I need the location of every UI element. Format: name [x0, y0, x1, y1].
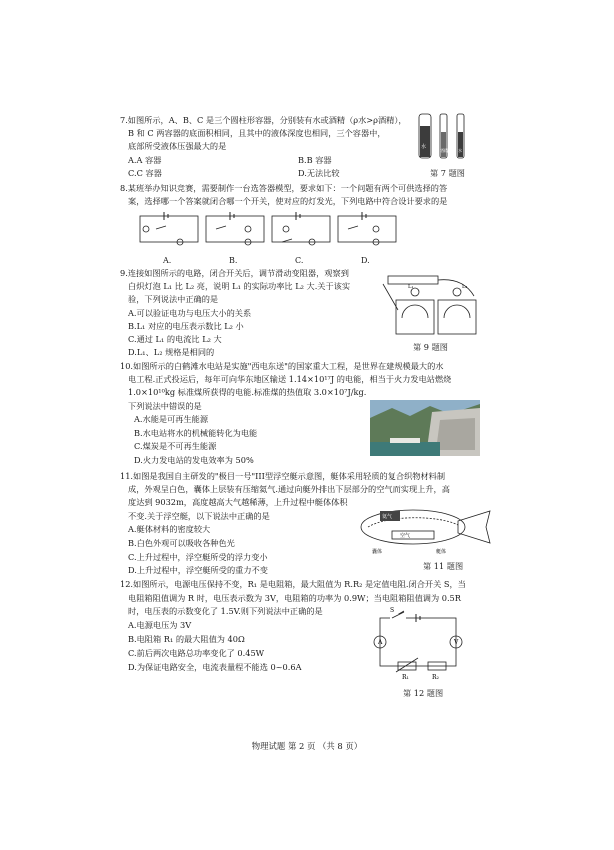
- q11-line-1: 11.如图是我国自主研发的"极目一号"III型浮空艇示意图，艇体采用轻质的复合织物材料制: [120, 471, 446, 481]
- q7-label-water-a: 水: [421, 144, 427, 150]
- q9-option-a: A.可以验证电功与电压大小的关系: [128, 308, 252, 318]
- q12-option-b: B.电阻箱 R₁ 的最大阻值为 40Ω: [128, 634, 245, 644]
- q11-line-3: 度达到 9032m，高度越高大气越稀薄，上升过程中艇体体积: [128, 497, 348, 507]
- q9-experiment-figure: [378, 270, 488, 338]
- hydropower-station-photo: [370, 400, 480, 456]
- q10-option-b: B.水电站将水的机械能转化为电能: [134, 428, 258, 438]
- q11-airship-figure: [358, 503, 498, 555]
- q7-option-a: A.A 容器: [128, 155, 162, 165]
- q8-circuit-a: [140, 212, 198, 245]
- q11-option-b: B.白色外观可以吸收各种色光: [128, 538, 235, 548]
- q7-figure-caption: 第 7 题图: [430, 168, 465, 178]
- q8-circuit-b: [206, 212, 264, 245]
- q12-line-1: 12.如图所示，电源电压保持不变，R₁ 是电阻箱，最大阻值为 R.R₂ 是定值电阻.闭合开关 S，当: [120, 579, 466, 589]
- q8-line-2: 案，选择哪一个答案就闭合哪一个开关，使对应的灯发光，下列电路中符合设计要求的是: [128, 196, 448, 206]
- q11-label-envelope: 囊体: [372, 549, 383, 555]
- q8-label-b: B.: [229, 256, 238, 265]
- q12-line-3: 时，电压表的示数变化了 1.5V.则下列说法中正确的是: [128, 606, 323, 616]
- q9-line-1: 9.连接如图所示的电路，闭合开关后，调节滑动变阻器，观察到: [120, 268, 349, 278]
- q7-containers-figure: [415, 112, 475, 172]
- q10-line-2: 电工程.正式投运后，每年可向华东地区输送 1.14×10¹⁷J 的电能，相当于火力发电站燃烧: [128, 374, 452, 384]
- q11-option-d: D.上升过程中，浮空艇所受的重力不变: [128, 565, 268, 575]
- q7-line-1: 7.如图所示，A、B、C 是三个圆柱形容器，分别装有水或酒精（ρ水>ρ酒精），: [120, 115, 407, 125]
- q11-line-2: 成，外观呈白色，囊体上层装有压缩氦气.通过向艇外排出下层部分的空气而实现上升，高: [128, 484, 450, 494]
- q10-option-d: D.火力发电站的发电效率为 50%: [134, 455, 254, 465]
- q7-option-d: D.无法比较: [298, 168, 340, 178]
- q7-label-water-c: 水: [458, 148, 462, 153]
- q8-label-a: A.: [163, 256, 172, 265]
- q10-line-4: 下列说法中错误的是: [128, 401, 202, 411]
- q9-option-b: B.L₁ 对应的电压表示数比 L₂ 小: [128, 321, 244, 331]
- q12-label-switch: S: [390, 607, 395, 614]
- q10-option-c: C.煤炭是不可再生能源: [134, 441, 217, 451]
- q8-circuit-diagrams: [136, 212, 516, 254]
- q9-label-l1: L₁: [408, 284, 414, 290]
- q11-line-4: 不变.关于浮空艇，以下说法中正确的是: [128, 511, 270, 521]
- q11-label-helium: 氦气: [382, 514, 393, 520]
- q7-option-b: B.B 容器: [298, 155, 332, 165]
- q7-line-3: 底部所受液体压强最大的是: [128, 141, 227, 151]
- q11-option-c: C.上升过程中，浮空艇所受的浮力变小: [128, 552, 268, 562]
- q12-label-r2: R₂: [432, 674, 439, 681]
- q8-label-d: D.: [361, 256, 370, 265]
- q12-line-2: 电阻箱阻值调为 R 时，电压表示数为 3V，电阻箱的功率为 0.9W；当电阻箱阻值调为 0.5R: [128, 593, 461, 603]
- q12-option-c: C.前后两次电路总功率变化了 0.45W: [128, 648, 265, 658]
- q12-option-a: A.电源电压为 3V: [128, 620, 192, 630]
- q9-label-l2: L₂: [462, 284, 468, 290]
- q9-line-3: 验，下列说法中正确的是: [128, 294, 219, 304]
- q10-option-a: A.水能是可再生能源: [134, 414, 209, 424]
- q8-circuit-c: [272, 212, 330, 245]
- q12-option-d: D.为保证电路安全，电流表量程不能选 0~0.6A: [128, 662, 302, 672]
- q12-label-r1: R₁: [402, 674, 409, 681]
- q12-label-ammeter: A: [378, 639, 383, 646]
- q8-label-c: C.: [295, 256, 304, 265]
- q8-circuit-d: [338, 212, 396, 245]
- q7-option-c: C.C 容器: [128, 168, 162, 178]
- q10-line-1: 10.如图所示的白鹤滩水电站是实施"西电东送"的国家重大工程，是世界在建规模最大的水: [120, 361, 444, 371]
- q7-label-alcohol: 酒精: [440, 148, 448, 153]
- q11-figure-caption: 第 11 题图: [423, 561, 464, 571]
- q11-label-air: 空气: [400, 533, 411, 539]
- page-footer: 物理试题 第 2 页 （共 8 页）: [251, 741, 363, 751]
- q12-circuit-figure: [362, 608, 472, 682]
- q9-option-d: D.L₁、L₂ 规格是相同的: [128, 347, 215, 357]
- q9-figure-caption: 第 9 题图: [413, 342, 448, 352]
- q8-line-1: 8.某班举办知识竞赛，需要制作一台选答器模型，要求如下：一个问题有两个可供选择的答: [120, 183, 448, 193]
- q7-line-2: B 和 C 两容器的底面积相同，且其中的液体深度也相同，三个容器中，: [128, 128, 386, 138]
- q11-option-a: A.艇体材料的密度较大: [128, 524, 211, 534]
- q12-label-voltmeter: V: [454, 639, 459, 646]
- q9-line-2: 白炽灯泡 L₁ 比 L₂ 亮，说明 L₁ 的实际功率比 L₂ 大.关于该实: [128, 281, 351, 291]
- q10-line-3: 1.0×10¹⁰kg 标准煤所获得的电能.标准煤的热值取 3.0×10⁷J/kg.: [128, 387, 367, 397]
- q12-figure-caption: 第 12 题图: [403, 688, 444, 698]
- q11-label-hull: 艇体: [436, 549, 447, 555]
- q9-option-c: C.通过 L₁ 的电流比 L₂ 大: [128, 334, 222, 344]
